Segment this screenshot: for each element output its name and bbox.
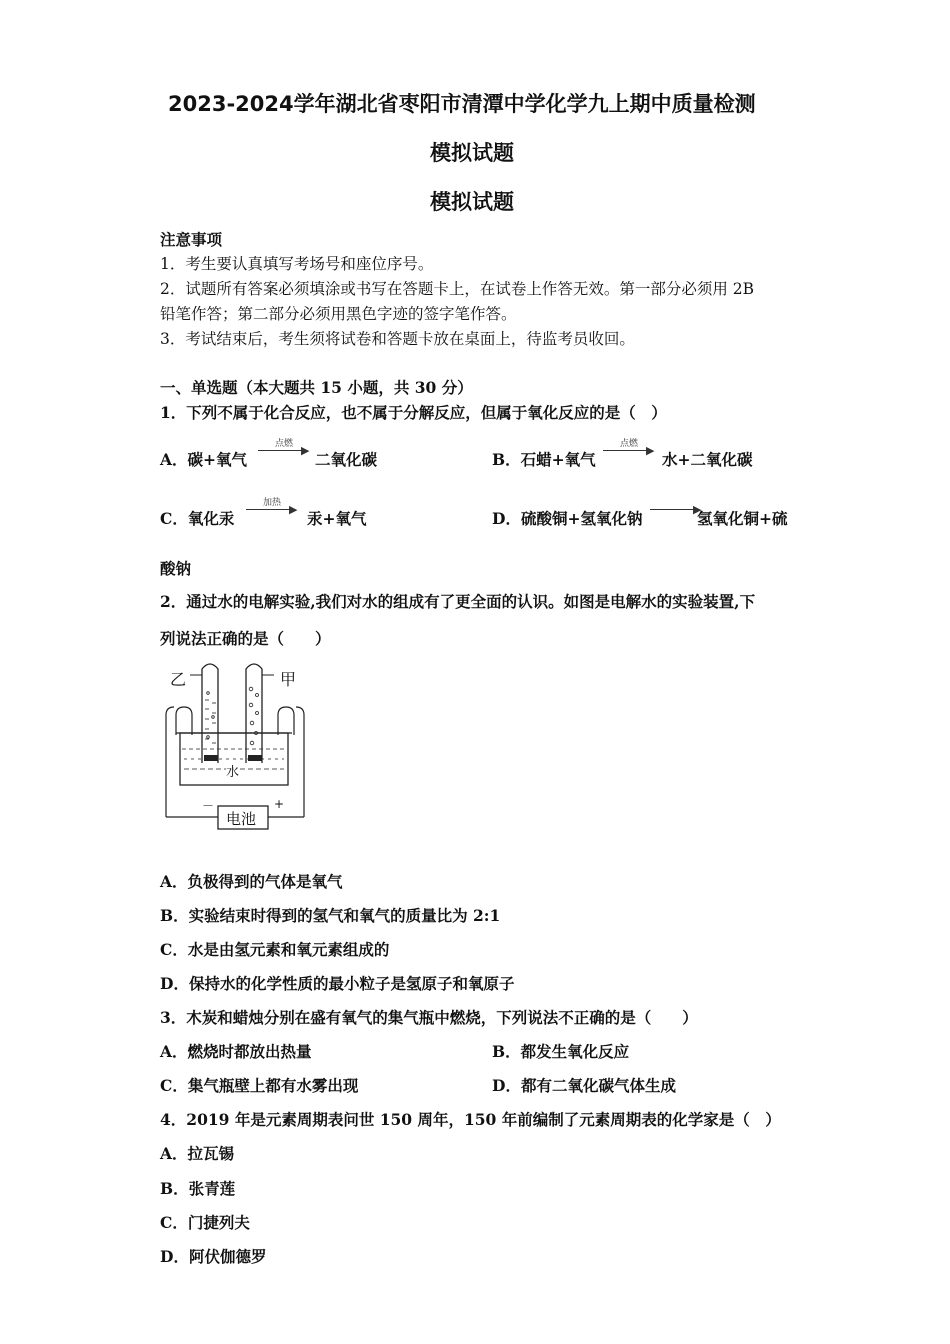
notice-item-2: 2．试题所有答案必须填涂或书写在答题卡上，在试卷上作答无效。第一部分必须用 2B	[160, 280, 755, 298]
water-label: 水	[226, 761, 239, 780]
arrow-head-icon: ▶	[646, 444, 655, 457]
tube-label-left: 乙	[170, 670, 187, 689]
reaction-condition: 点燃	[619, 439, 638, 449]
q2-option-a: A．负极得到的气体是氧气	[160, 872, 343, 891]
notice-item-3: 3．考试结束后，考生须将试卷和答题卡放在桌面上，待监考员收回。	[160, 330, 635, 348]
products-continued: 酸钠	[160, 559, 192, 578]
q3-option-b: B．都发生氧化反应	[492, 1042, 630, 1061]
plus-sign: +	[274, 797, 285, 811]
arrow-head-icon: ▶	[301, 444, 310, 457]
option-label: D．	[492, 509, 521, 528]
products: 二氧化碳	[315, 450, 378, 469]
section-heading: 一、单选题（本大题共 15 小题，共 30 分）	[160, 378, 473, 397]
arrow-head-icon: ▶	[289, 503, 298, 516]
q3-option-a: A．燃烧时都放出热量	[160, 1042, 312, 1061]
minus-sign: －	[202, 799, 215, 813]
page-title-line2: 模拟试题	[430, 141, 514, 165]
notice-item-1: 1．考生要认真填写考场号和座位序号。	[160, 255, 434, 273]
tube-label-right: 甲	[280, 670, 297, 689]
products: 氢氧化铜+硫	[697, 509, 788, 528]
question-4-stem: 4．2019 年是元素周期表问世 150 周年，150 年前编制了元素周期表的化学家是（ ）	[160, 1110, 781, 1129]
question-2-stem: 2．通过水的电解实验,我们对水的组成有了更全面的认识。如图是电解水的实验装置,下	[160, 592, 756, 611]
q3-option-c: C．集气瓶壁上都有水雾出现	[160, 1076, 359, 1095]
reaction-arrow	[648, 495, 704, 525]
reaction-condition: 点燃	[274, 439, 293, 449]
question-2-stem-cont: 列说法正确的是（ ）	[160, 629, 331, 648]
q4-option-a: A．拉瓦锡	[160, 1144, 235, 1163]
q1-option-d	[492, 507, 642, 529]
q1-option-a	[160, 448, 247, 470]
page-subtitle: 模拟试题	[430, 190, 514, 214]
reactants: 氧化汞	[187, 509, 235, 528]
notice-heading: 注意事项	[160, 230, 223, 249]
q4-option-d: D．阿伏伽德罗	[160, 1247, 267, 1266]
battery-label: 电池	[226, 810, 257, 828]
q4-option-c: C．门捷列夫	[160, 1213, 250, 1232]
q4-option-b: B．张青莲	[160, 1179, 236, 1198]
q2-option-c: C．水是由氢元素和氧元素组成的	[160, 940, 390, 959]
arrow-shaft	[603, 450, 649, 451]
q1-option-b	[492, 448, 596, 470]
notice-item-2-cont: 铅笔作答；第二部分必须用黑色字迹的签字笔作答。	[160, 305, 517, 323]
option-label: A．	[160, 450, 188, 469]
arrow-shaft	[650, 509, 696, 510]
reactants: 石蜡+氧气	[520, 450, 596, 469]
reactants: 碳+氧气	[187, 450, 248, 469]
electrolysis-figure	[150, 655, 320, 835]
q3-option-d: D．都有二氧化碳气体生成	[492, 1076, 676, 1095]
question-3-stem: 3．木炭和蜡烛分别在盛有氧气的集气瓶中燃烧，下列说法不正确的是（ ）	[160, 1008, 698, 1027]
reactants: 硫酸铜+氢氧化钠	[520, 509, 643, 528]
reaction-condition: 加热	[262, 498, 281, 508]
arrow-shaft	[258, 450, 304, 451]
reaction-arrow	[256, 436, 312, 466]
reaction-arrow	[244, 495, 300, 525]
option-label: B．	[492, 450, 521, 469]
page-title: 2023-2024学年湖北省枣阳市清潭中学化学九上期中质量检测	[168, 92, 756, 116]
q1-option-c	[160, 507, 234, 529]
question-1-stem: 1．下列不属于化合反应，也不属于分解反应，但属于氧化反应的是（ ）	[160, 403, 667, 422]
q2-option-b: B．实验结束时得到的氢气和氧气的质量比为 2:1	[160, 906, 501, 925]
q2-option-d: D．保持水的化学性质的最小粒子是氢原子和氧原子	[160, 974, 515, 993]
reaction-arrow	[601, 436, 657, 466]
products: 汞+氧气	[307, 509, 367, 528]
products: 水+二氧化碳	[662, 450, 753, 469]
arrow-shaft	[246, 509, 292, 510]
option-label: C．	[160, 509, 188, 528]
arrow-head-icon: ▶	[693, 503, 702, 516]
